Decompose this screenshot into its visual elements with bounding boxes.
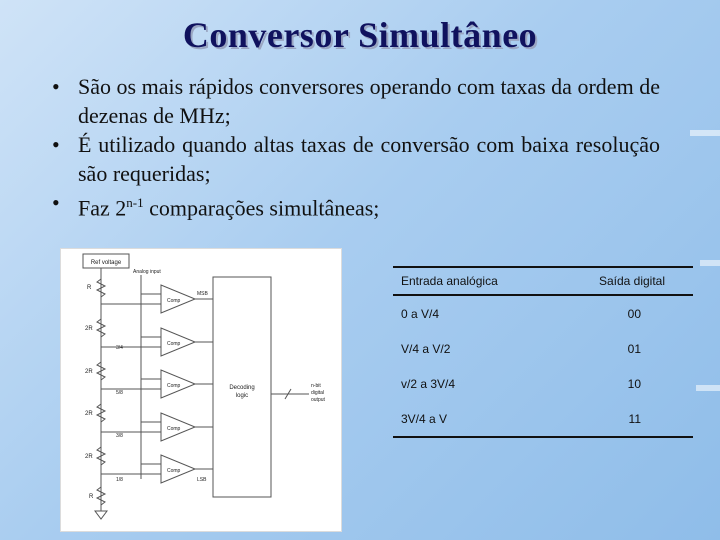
bullet-text: É utilizado quando altas taxas de conversão com baixa resolução são requeridas; xyxy=(78,132,660,186)
fraction-label: 1/8 xyxy=(116,477,123,483)
table-row xyxy=(393,296,693,331)
fraction-label: 3/4 xyxy=(116,345,123,351)
bullet-list xyxy=(52,72,660,222)
tap-wires xyxy=(101,294,161,474)
cell-input: 3V/4 a V xyxy=(401,411,448,426)
table-header-row xyxy=(393,268,693,294)
cell-input: V/4 a V/2 xyxy=(401,341,451,356)
logic-label: logic xyxy=(235,393,249,399)
cell-input: v/2 a 3V/4 xyxy=(401,376,456,391)
resistor-label: 2R xyxy=(85,411,93,417)
bullet-item xyxy=(52,72,660,130)
table-row xyxy=(393,331,693,366)
header-digital-output: Saída digital xyxy=(598,274,666,288)
comparator-outputs xyxy=(195,299,213,469)
decor-bar xyxy=(696,385,720,391)
fraction-label: 3/8 xyxy=(116,433,123,439)
table-row xyxy=(393,366,693,401)
resistor-label: 2R xyxy=(85,369,93,375)
decor-bar xyxy=(700,260,720,266)
output-label: n-bit xyxy=(311,383,321,389)
cell-output: 00 xyxy=(627,306,641,321)
decor-bar xyxy=(690,130,720,136)
output-label: digital xyxy=(311,390,325,396)
circuit-svg xyxy=(61,249,341,531)
cell-input: 0 a V/4 xyxy=(401,306,440,321)
logic-label: Decoding xyxy=(229,385,255,391)
cell-output: 01 xyxy=(627,341,641,356)
bullet-text: São os mais rápidos conversores operando com taxas da ordem de dezenas de MHz; xyxy=(78,74,660,128)
output-label: output xyxy=(311,397,325,403)
bullet-item xyxy=(52,188,660,222)
conversion-table xyxy=(393,266,693,438)
analog-input-label: Analog input xyxy=(133,269,161,275)
flash-adc-diagram xyxy=(60,248,342,532)
comparator-label: Comp xyxy=(167,383,181,389)
bullet-superscript: n-1 xyxy=(126,195,144,210)
ref-voltage-label: Ref voltage xyxy=(90,260,122,266)
cell-output: 11 xyxy=(628,411,641,426)
resistor-label: R xyxy=(87,285,92,291)
comparator-label: Comp xyxy=(167,341,181,347)
bullet-marker: • xyxy=(52,74,60,99)
comparator-label: Comp xyxy=(167,298,181,304)
resistor-label: 2R xyxy=(85,454,93,460)
cell-output: 10 xyxy=(627,376,641,391)
ground-symbol xyxy=(95,511,107,519)
header-analog-input: Entrada analógica xyxy=(401,274,498,288)
lsb-label: LSB xyxy=(197,477,207,483)
comparator-label: Comp xyxy=(167,426,181,432)
msb-label: MSB xyxy=(197,291,208,297)
bullet-text-pre: Faz 2 xyxy=(78,195,127,221)
comparator-label: Comp xyxy=(167,468,181,474)
bullet-marker: • xyxy=(52,190,60,215)
slide-title: Conversor Simultâneo xyxy=(182,15,538,55)
fraction-label: 5/8 xyxy=(116,390,123,396)
bullet-marker: • xyxy=(52,132,60,157)
table-row xyxy=(393,401,693,436)
resistor-label: 2R xyxy=(85,326,93,332)
bullet-item xyxy=(52,130,660,188)
bullet-text-post: comparações simultâneas; xyxy=(143,195,380,221)
resistor-label: R xyxy=(89,494,94,500)
table-bottom-rule xyxy=(393,436,693,438)
